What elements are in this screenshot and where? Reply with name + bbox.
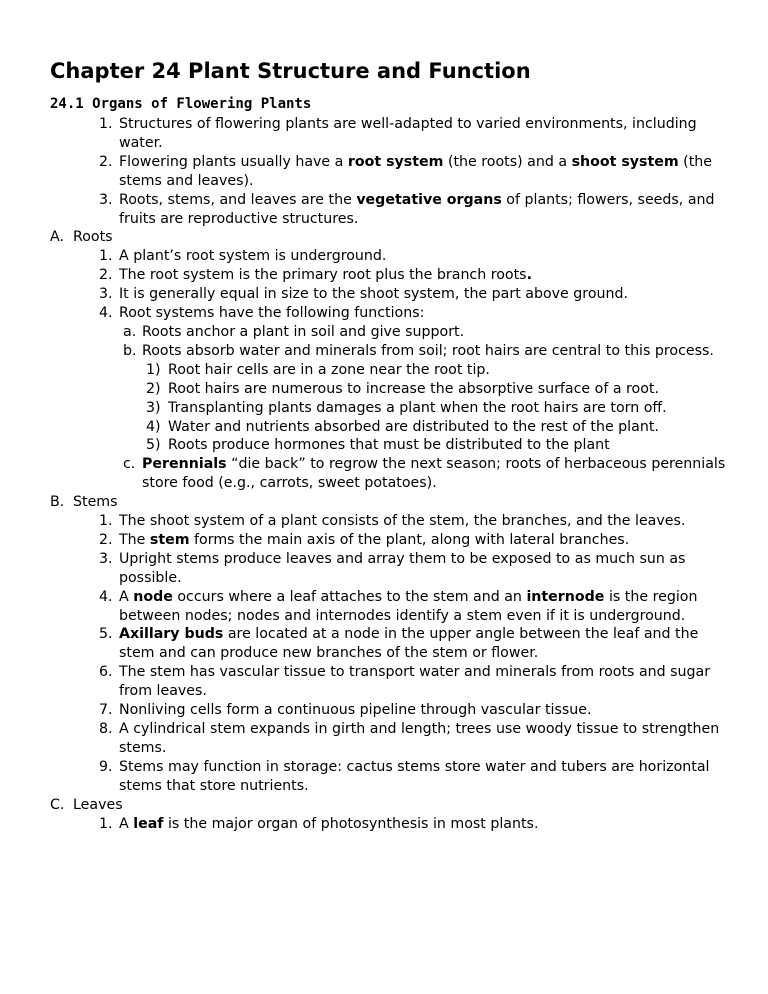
item-text: (the stems and leaves).	[119, 153, 712, 189]
list-marker: 6.	[99, 664, 113, 681]
bold-term: node	[133, 588, 173, 605]
bold-term: stem	[149, 531, 190, 548]
list-item	[50, 247, 738, 266]
page-title: Chapter 24 Plant Structure and Function	[50, 59, 531, 83]
section-heading: 24.1 Organs of Flowering Plants	[50, 96, 312, 112]
subsection-title: Leaves	[73, 796, 123, 813]
item-text: A	[119, 588, 134, 605]
item-text: The root system is the primary root plus the branch roots	[119, 267, 527, 284]
list-marker: 9.	[99, 758, 113, 775]
list-marker: 3)	[146, 399, 161, 416]
list-item	[50, 304, 738, 323]
intro-item	[50, 153, 738, 191]
list-marker: a.	[123, 323, 137, 340]
item-text: Roots absorb water and minerals from soil; root hairs are central to this process.	[142, 342, 714, 359]
sub-sub-list-item	[50, 436, 738, 455]
list-marker: 2.	[99, 153, 113, 170]
list-item	[50, 758, 738, 796]
item-text: (the roots) and a	[443, 153, 572, 170]
list-item	[50, 625, 738, 663]
item-text: occurs where a leaf attaches to the stem and an	[172, 588, 527, 605]
item-text: Water and nutrients absorbed are distributed to the rest of the plant.	[168, 418, 659, 435]
list-marker: 2.	[99, 267, 113, 284]
list-marker: B.	[50, 494, 65, 511]
item-text: “die back” to regrow the next season; roots of herbaceous perennials store food (e.g., carrots, sweet potatoes).	[142, 456, 726, 492]
item-text: Upright stems produce leaves and array them to be exposed to as much sun as possible.	[119, 550, 686, 586]
sub-list-item	[50, 323, 738, 342]
item-text: A	[119, 815, 134, 832]
list-marker: c.	[123, 456, 136, 473]
list-marker: 2)	[146, 380, 161, 397]
subsection-heading	[50, 796, 738, 815]
sub-list-item	[50, 455, 738, 493]
list-marker: 1.	[99, 815, 113, 832]
item-text: Roots anchor a plant in soil and give support.	[142, 323, 465, 340]
item-text: Flowering plants usually have a	[119, 153, 348, 170]
sub-sub-list-item	[50, 361, 738, 380]
list-marker: A.	[50, 229, 64, 246]
intro-item	[50, 191, 738, 229]
item-text: Nonliving cells form a continuous pipeline through vascular tissue.	[119, 702, 592, 719]
subsection-heading	[50, 493, 738, 512]
item-text: Roots produce hormones that must be distributed to the plant	[168, 437, 610, 454]
list-marker: 3.	[99, 286, 113, 303]
list-marker: 1.	[99, 513, 113, 530]
item-text: is the region between nodes; nodes and internodes identify a stem even if it is underground.	[119, 588, 698, 624]
item-text: of plants; flowers, seeds, and fruits are reproductive structures.	[119, 191, 715, 227]
list-item	[50, 663, 738, 701]
list-item	[50, 266, 738, 285]
sub-list-item	[50, 342, 738, 361]
intro-item	[50, 115, 738, 153]
subsection-title: Roots	[73, 229, 113, 246]
item-text: Root hairs are numerous to increase the absorptive surface of a root.	[168, 380, 659, 397]
sub-sub-list-item	[50, 418, 738, 437]
item-text: It is generally equal in size to the shoot system, the part above ground.	[119, 286, 628, 303]
list-marker: 4)	[146, 418, 161, 435]
list-item	[50, 701, 738, 720]
item-text: The	[119, 531, 150, 548]
list-item	[50, 512, 738, 531]
list-item	[50, 588, 738, 626]
list-marker: 1)	[146, 361, 161, 378]
bold-term: root system	[347, 153, 444, 170]
item-text: Stems may function in storage: cactus stems store water and tubers are horizontal stems that store nutrients.	[119, 758, 710, 794]
bold-term: shoot system	[571, 153, 679, 170]
subsection-title: Stems	[73, 494, 118, 511]
bold-term: internode	[526, 588, 605, 605]
item-text: A plant’s root system is underground.	[119, 248, 387, 265]
list-marker: 4.	[99, 305, 113, 322]
item-text: A cylindrical stem expands in girth and length; trees use woody tissue to strengthen stems.	[119, 721, 720, 756]
outline	[50, 115, 738, 833]
subsection-heading	[50, 228, 738, 247]
item-text: Transplanting plants damages a plant when the root hairs are torn off.	[168, 399, 667, 416]
list-item	[50, 531, 738, 550]
item-text: is the major organ of photosynthesis in most plants.	[163, 815, 539, 832]
item-text: Root systems have the following functions:	[119, 305, 425, 322]
list-item	[50, 815, 738, 834]
list-marker: 1.	[99, 248, 113, 265]
list-item	[50, 550, 738, 588]
list-marker: b.	[123, 342, 137, 359]
list-item	[50, 720, 738, 758]
list-marker: 7.	[99, 702, 113, 719]
list-item	[50, 285, 738, 304]
list-marker: 2.	[99, 531, 113, 548]
list-marker: 5.	[99, 626, 113, 643]
list-marker: 3.	[99, 191, 113, 208]
bold-term: .	[526, 267, 532, 284]
bold-term: Perennials	[142, 456, 227, 473]
item-text: forms the main axis of the plant, along with lateral branches.	[189, 531, 630, 548]
bold-term: leaf	[133, 815, 164, 832]
item-text: Roots, stems, and leaves are the	[119, 191, 357, 208]
list-marker: 3.	[99, 550, 113, 567]
item-text: Root hair cells are in a zone near the root tip.	[168, 361, 490, 378]
item-text: The stem has vascular tissue to transport water and minerals from roots and sugar from leaves.	[119, 664, 711, 700]
item-text: The shoot system of a plant consists of the stem, the branches, and the leaves.	[119, 513, 686, 530]
sub-sub-list-item	[50, 380, 738, 399]
sub-sub-list-item	[50, 399, 738, 418]
list-marker: 1.	[99, 116, 113, 132]
bold-term: vegetative organs	[356, 191, 502, 208]
bold-term: Axillary buds	[119, 626, 224, 643]
item-text: Structures of flowering plants are well-adapted to varied environments, including water.	[119, 116, 697, 151]
item-text: are located at a node in the upper angle between the leaf and the stem and can produce new branches of the stem or flower.	[119, 626, 699, 662]
list-marker: 5)	[146, 437, 161, 454]
list-marker: C.	[50, 796, 65, 813]
list-marker: 8.	[99, 721, 113, 737]
list-marker: 4.	[99, 588, 113, 605]
